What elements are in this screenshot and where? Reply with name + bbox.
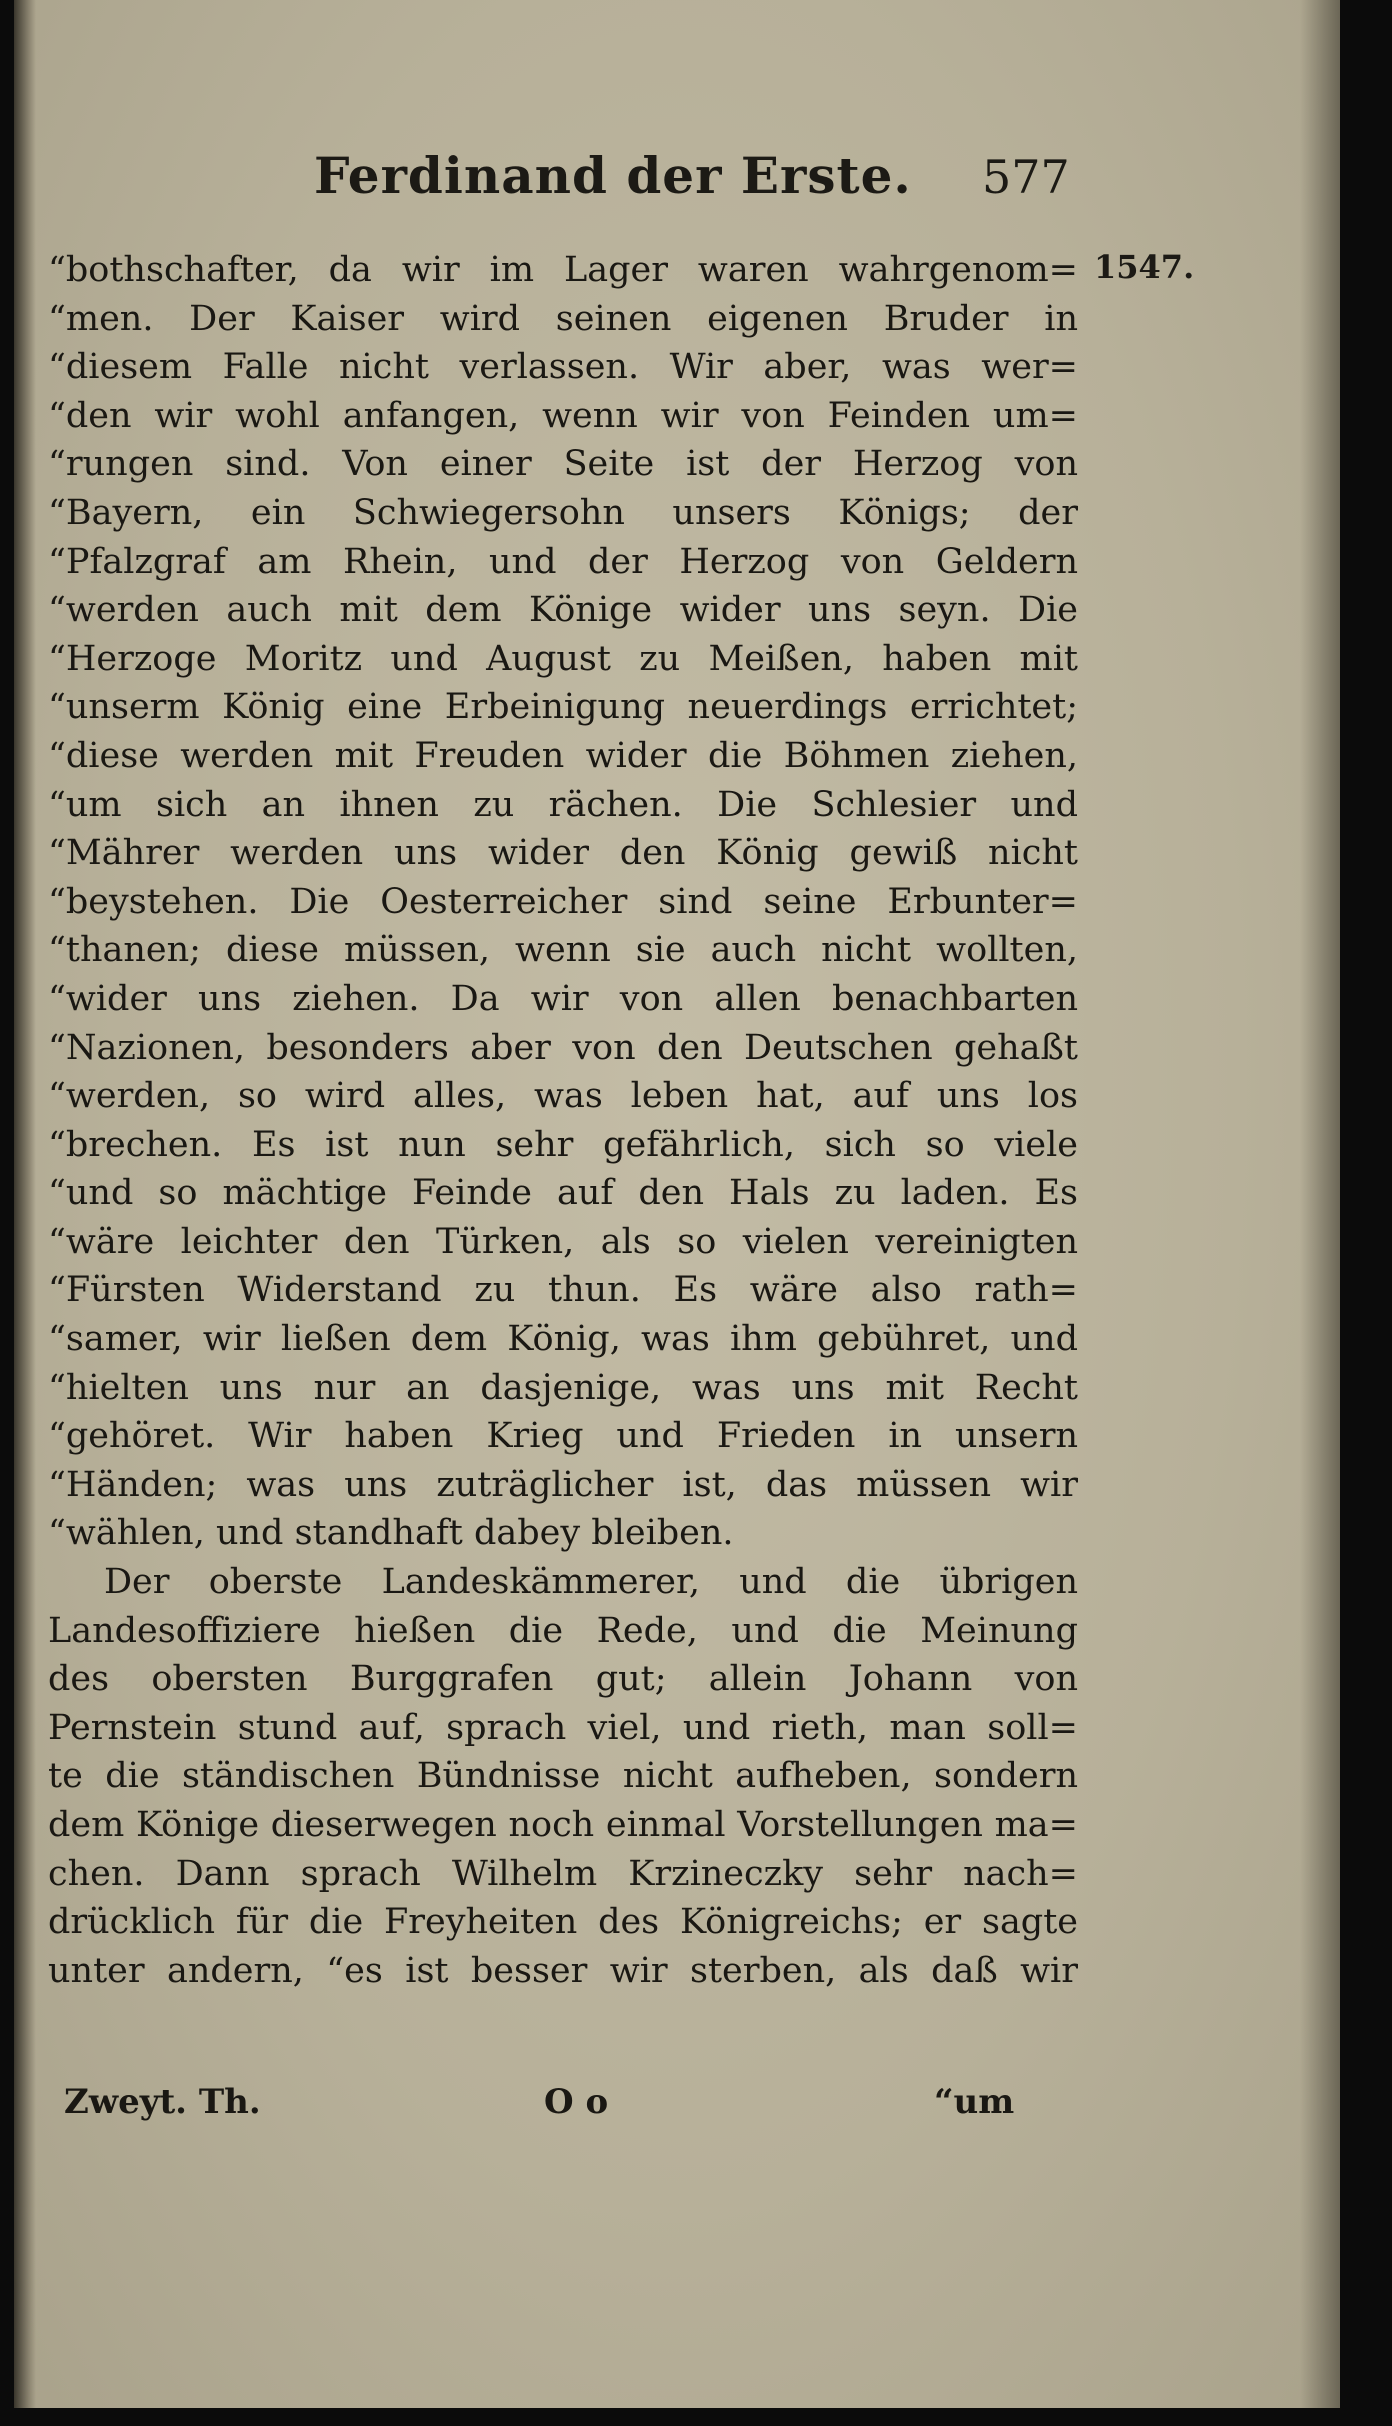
page-gutter-shadow — [14, 0, 36, 2408]
page-number: 577 — [982, 150, 1070, 204]
text-line: “rungen sind. Von einer Seite ist der Herzog von — [48, 444, 1078, 485]
text-line: “thanen; diese müssen, wenn sie auch nicht wollten, — [48, 930, 1078, 971]
book-page — [14, 0, 1340, 2408]
text-line: “Mährer werden uns wider den König gewiß nicht — [48, 833, 1078, 874]
text-line: drücklich für die Freyheiten des Königreichs; er sagte — [48, 1902, 1078, 1943]
text-line: “beystehen. Die Oesterreicher sind seine Erbunter= — [48, 881, 1078, 922]
page-footer — [64, 2082, 1064, 2136]
signature-mark: Zweyt. Th. — [64, 2082, 261, 2122]
text-line: “Bayern, ein Schwiegersohn unsers Königs; der — [48, 492, 1078, 533]
text-line: unter andern, “es ist besser wir sterben, als daß wir — [48, 1950, 1078, 1991]
text-line: Pernstein stund auf, sprach viel, und rieth, man soll= — [48, 1707, 1078, 1748]
text-line: “wäre leichter den Türken, als so vielen vereinigten — [48, 1221, 1078, 1262]
text-line: “Pfalzgraf am Rhein, und der Herzog von Geldern — [48, 541, 1078, 582]
text-line: “men. Der Kaiser wird seinen eigenen Bruder in — [48, 298, 1078, 339]
text-line: “bothschafter, da wir im Lager waren wahrgenom= — [48, 250, 1078, 290]
text-line: chen. Dann sprach Wilhelm Krzineczky sehr nach= — [48, 1853, 1078, 1894]
text-line: “hielten uns nur an dasjenige, was uns mit Recht — [48, 1367, 1078, 1408]
text-line: “diesem Falle nicht verlassen. Wir aber, was wer= — [48, 347, 1078, 388]
margin-year-note: 1547. — [1094, 248, 1195, 286]
text-line: “Herzoge Moritz und August zu Meißen, haben mit — [48, 638, 1078, 679]
body-text — [48, 246, 1078, 1995]
text-line: “werden, so wird alles, was leben hat, auf uns los — [48, 1076, 1078, 1117]
text-line: “Händen; was uns zuträglicher ist, das müssen wir — [48, 1464, 1078, 1505]
text-line: “werden auch mit dem Könige wider uns seyn. Die — [48, 590, 1078, 631]
text-line: des obersten Burggrafen gut; allein Johann von — [48, 1659, 1078, 1700]
page-edge-shadow — [1300, 0, 1340, 2408]
text-line: “wählen, und standhaft dabey bleiben. — [48, 1513, 734, 1554]
text-line: te die ständischen Bündnisse nicht aufheben, sondern — [48, 1756, 1078, 1797]
text-line: “unserm König eine Erbeinigung neuerdings errichtet; — [48, 687, 1078, 728]
text-line: “wider uns ziehen. Da wir von allen benachbarten — [48, 978, 1078, 1019]
text-line: “brechen. Es ist nun sehr gefährlich, sich so viele — [48, 1124, 1078, 1165]
text-line: dem Könige dieserwegen noch einmal Vorstellungen ma= — [48, 1805, 1078, 1845]
text-line: “diese werden mit Freuden wider die Böhmen ziehen, — [48, 735, 1078, 776]
catchword: “um — [934, 2082, 1015, 2122]
page-header — [314, 146, 1074, 216]
text-line: “Nazionen, besonders aber von den Deutschen gehaßt — [48, 1027, 1078, 1068]
text-line: Landesoffiziere hießen die Rede, und die Meinung — [48, 1610, 1078, 1651]
text-line: “um sich an ihnen zu rächen. Die Schlesier und — [48, 784, 1078, 825]
text-line: “den wir wohl anfangen, wenn wir von Feinden um= — [48, 395, 1078, 436]
text-line: “Fürsten Widerstand zu thun. Es wäre also rath= — [48, 1270, 1078, 1311]
text-line: “und so mächtige Feinde auf den Hals zu laden. Es — [48, 1173, 1078, 1214]
text-line: “gehöret. Wir haben Krieg und Frieden in unsern — [48, 1416, 1078, 1457]
text-line: Der oberste Landeskämmerer, und die übrigen — [104, 1562, 1078, 1603]
text-line: “samer, wir ließen dem König, was ihm gebühret, und — [48, 1319, 1078, 1360]
gathering-mark: O o — [544, 2082, 609, 2122]
running-title: Ferdinand der Erste. — [314, 146, 912, 205]
